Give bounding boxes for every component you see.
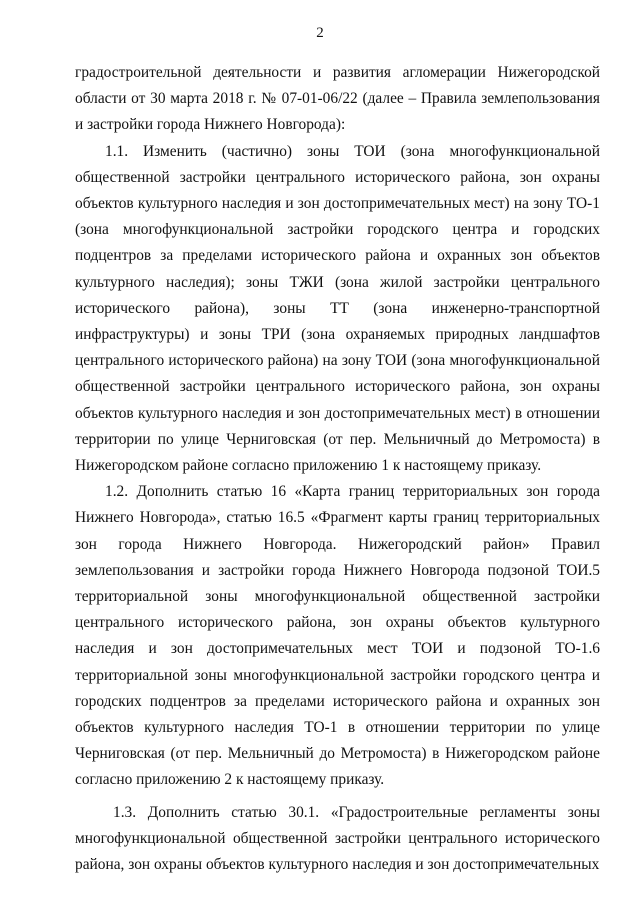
paragraph-item-1-1: 1.1. Изменить (частично) зоны ТОИ (зона многофункциональной общественной застройки центрального исторического района, зон охраны объектов культурного наследия и зон достопримечательных мест) на зону ТО-1 (зона многофункциональной застройки городского центра и городских подцентров за пределами исторического района и охранных зон объектов культурного наследия); зоны ТЖИ (зона жилой застройки центрального исторического района), зоны ТТ (зона инженерно-транспортной инфраструктуры) и зоны ТРИ (зона охраняемых природных ландшафтов центрального исторического района) на зону ТОИ (зона многофункциональной общественной застройки центрального исторического района, зон охраны объектов культурного наследия и зон достопримечательных мест) в отношении территории по улице Черниговская (от пер. Мельничный до Метромоста) в Нижегородском районе согласно приложению 1 к настоящему приказу. [75, 142, 600, 475]
paragraph-continuation: градостроительной деятельности и развития агломерации Нижегородской области от 30 марта 2018 г. № 07-01-06/22 (далее – Правила землепользования и застройки города Нижнего Новгорода): [75, 64, 600, 134]
paragraph-item-1-2: 1.2. Дополнить статью 16 «Карта границ территориальных зон города Нижнего Новгорода», статью 16.5 «Фрагмент карты границ территориальных зон города Нижнего Новгорода. Нижегородский район» Правил землепользования и застройки города Нижнего Новгорода подзоной ТОИ.5 территориальной зоны многофункциональной общественной застройки центрального исторического района, зон охраны объектов культурного наследия и зон достопримечательных мест ТОИ и подзоной ТО-1.6 территориальной зоны многофункциональной застройки городского центра и городских подцентров за пределами исторического района и охранных зон объектов культурного наследия ТО-1 в отношении территории по улице Черниговская (от пер. Мельничный до Метромоста) в Нижегородском районе согласно приложению 2 к настоящему приказу. [75, 483, 600, 789]
document-body [75, 60, 600, 878]
page-number: 2 [316, 25, 324, 41]
paragraph-item-1-3: 1.3. Дополнить статью 30.1. «Градостроительные регламенты зоны многофункциональной общественной застройки центрального исторического района, зон охраны объектов культурного наследия и зон достопримечательных [75, 803, 600, 874]
